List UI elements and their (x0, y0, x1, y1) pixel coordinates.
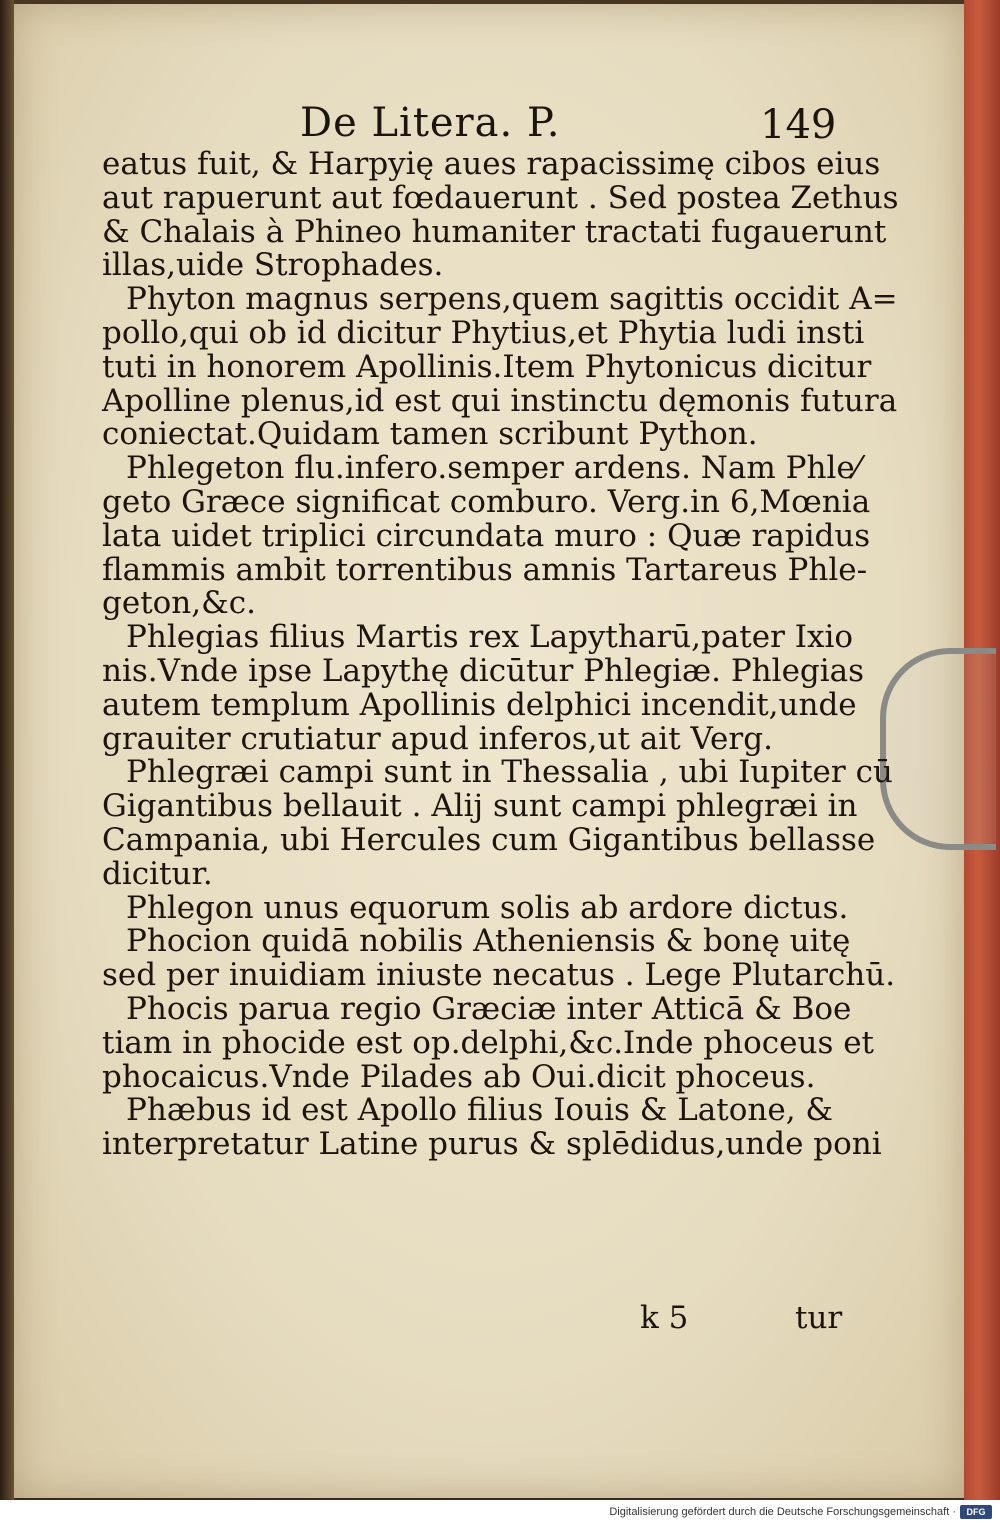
text-line: phocaicus.Vnde Pilades ab Oui.dicit phoceus. (102, 1058, 816, 1095)
running-title: De Litera. P. (300, 100, 561, 146)
text-line: Phæbus id est Apollo filius Iouis & Latone, & (126, 1092, 833, 1129)
text-line: geton,&c. (102, 585, 256, 622)
text-line: Gigantibus bellauit . Alij sunt campi phlegræi in (102, 788, 858, 825)
text-line: geto Græce significat comburo. Verg.in 6,Mœnia (102, 483, 871, 520)
text-line: grauiter crutiatur apud inferos,ut ait Verg. (102, 720, 773, 757)
text-line: illas,uide Strophades. (102, 247, 444, 284)
dfg-logo: DFG (960, 1505, 992, 1519)
funding-credit: Digitalisierung gefördert durch die Deutsche Forschungsgemeinschaft · (609, 1506, 956, 1518)
text-line: tiam in phocide est op.delphi,&c.Inde phoceus et (102, 1024, 875, 1061)
text-line: Campania, ubi Hercules cum Gigantibus bellasse (102, 821, 876, 858)
footer-bar (0, 1500, 1000, 1525)
text-line: Phocion quidā nobilis Atheniensis & bonę uitę (126, 923, 851, 960)
text-line: autem templum Apollinis delphici incendit,unde (102, 686, 857, 723)
text-line: tuti in honorem Apollinis.Item Phytonicus dicitur (102, 348, 872, 385)
text-line: Phocis parua regio Græciæ inter Atticā & Boe (126, 990, 852, 1027)
text-line: Phlegræi campi sunt in Thessalia , ubi Iupiter cū (126, 754, 893, 791)
page-number: 149 (760, 102, 837, 148)
text-line: Phlegon unus equorum solis ab ardore dictus. (126, 889, 849, 926)
text-line: pollo,qui ob id dicitur Phytius,et Phytia ludi insti (102, 314, 865, 351)
text-line: lata uidet triplici circundata muro : Quæ rapidus (102, 517, 871, 554)
book-spine-edge (0, 0, 14, 1500)
signature-mark: k 5 (640, 1300, 689, 1336)
text-line: eatus fuit, & Harpyię aues rapacissimę cibos eius (102, 146, 881, 182)
text-line: Phlegeton flu.infero.semper ardens. Nam Phle⁄ (126, 450, 860, 487)
text-line: sed per inuidiam iniuste necatus . Lege Plutarchū. (102, 957, 896, 994)
text-line: dicitur. (102, 855, 213, 892)
text-line: Phyton magnus serpens,quem sagittis occidit A= (126, 281, 898, 318)
text-line: aut rapuerunt aut fœdauerunt . Sed postea Zethus (102, 179, 899, 216)
text-line: Phlegias filius Martis rex Lapytharū,pater Ixio (126, 619, 854, 656)
text-line: & Chalais à Phineo humaniter tractati fugauerunt (102, 213, 887, 250)
catchword: tur (795, 1300, 843, 1336)
text-line: Apolline plenus,id est qui instinctu dęmonis futura (102, 382, 898, 419)
text-line: flammis ambit torrentibus amnis Tartareus Phle- (102, 551, 868, 588)
text-line: nis.Vnde ipse Lapythę dicūtur Phlegiæ. Phlegias (102, 652, 865, 689)
text-line: interpretatur Latine purus & splēdidus,unde poni (102, 1126, 882, 1163)
text-line: coniectat.Quidam tamen scribunt Python. (102, 416, 758, 453)
body-text (102, 146, 899, 1163)
metal-clasp (880, 648, 996, 850)
